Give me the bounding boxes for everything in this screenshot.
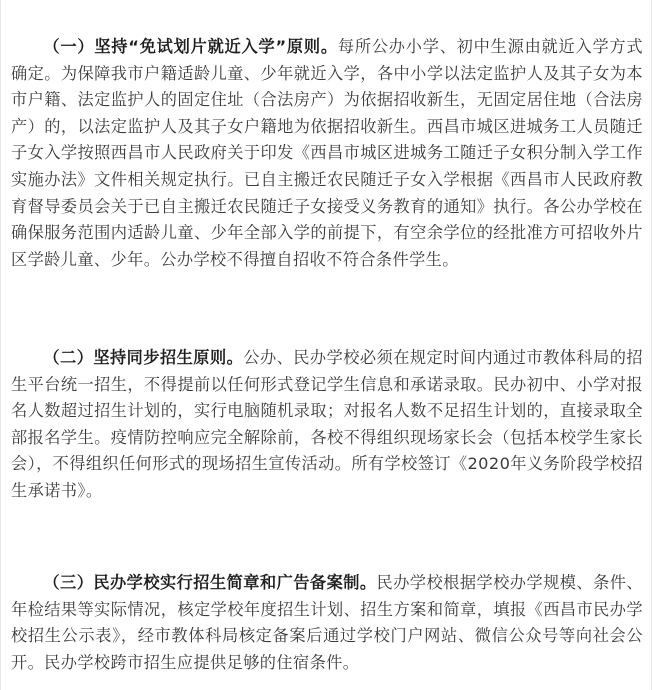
section-body-2: 公办、民办学校必须在规定时间内通过市教体科局的招生平台统一招生，不得提前以任何形式登记学生信息和承诺录取。民办初中、小学对报名人数超过招生计划的，实行电脑随机录取；对报名人数不足招生计划的，直接录取全部报名学生。疫情防控响应完全解除前，各校不得组织现场家长会（包括本校学生家长会），不得组织任何形式的现场招生宣传活动。所有学校签订《2020年义务阶段学校招生承诺书》。	[11, 348, 643, 500]
section-paragraph-1	[11, 34, 643, 273]
section-heading-1: （一）坚持“免试划片就近入学”原则。	[43, 37, 338, 56]
section-heading-3: （三）民办学校实行招生简章和广告备案制。	[43, 573, 377, 592]
section-heading-2: （二）坚持同步招生原则。	[43, 348, 244, 367]
section-paragraph-3	[11, 570, 643, 676]
section-body-3: 民办学校根据学校办学规模、条件、年检结果等实际情况，核定学校年度招生计划、招生方案和简章，填报《西昌市民办学校招生公示表》，经市教体科局核定备案后通过学校门户网站、微信公众号等向社会公开。民办学校跨市招生应提供足够的住宿条件。	[11, 573, 643, 672]
section-body-1: 每所公办小学、初中生源由就近入学方式确定。为保障我市户籍适龄儿童、少年就近入学，各中小学以法定监护人及其子女为本市户籍、法定监护人的固定住址（合法房产）为依据招收新生，无固定居住地（合法房产）的，以法定监护人及其子女户籍地为依据招收新生。西昌市城区进城务工人员随迁子女入学按照西昌市人民政府关于印发《西昌市城区进城务工随迁子女积分制入学工作实施办法》文件相关规定执行。已自主搬迁农民随迁子女入学根据《西昌市人民政府教育督导委员会关于已自主搬迁农民随迁子女接受义务教育的通知》执行。各公办学校在确保服务范围内适龄儿童、少年全部入学的前提下，有空余学位的经批准方可招收外片区学龄儿童、少年。公办学校不得擅自招收不符合条件学生。	[11, 37, 643, 269]
section-paragraph-2	[11, 345, 643, 505]
